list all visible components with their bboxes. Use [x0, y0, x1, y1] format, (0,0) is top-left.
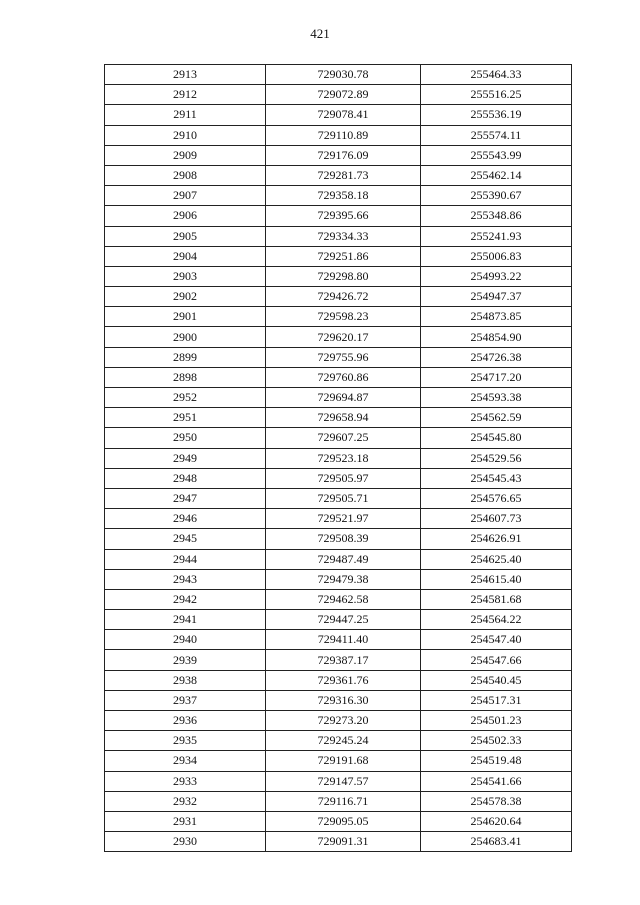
x-coordinate-cell: 729030.78: [266, 65, 421, 85]
y-coordinate-cell: 254620.64: [421, 811, 572, 831]
table-row: [105, 125, 572, 145]
x-coordinate-cell: 729505.71: [266, 488, 421, 508]
x-coordinate-cell: 729298.80: [266, 266, 421, 286]
table-row: [105, 610, 572, 630]
x-coordinate-cell: 729251.86: [266, 246, 421, 266]
y-coordinate-cell: 254502.33: [421, 731, 572, 751]
table-row: [105, 428, 572, 448]
y-coordinate-cell: 254873.85: [421, 307, 572, 327]
table-row: [105, 145, 572, 165]
table-row: [105, 65, 572, 85]
y-coordinate-cell: 254564.22: [421, 610, 572, 630]
table-row: [105, 811, 572, 831]
point-number-cell: 2908: [105, 165, 266, 185]
y-coordinate-cell: 255543.99: [421, 145, 572, 165]
x-coordinate-cell: 729316.30: [266, 690, 421, 710]
x-coordinate-cell: 729078.41: [266, 105, 421, 125]
table-row: [105, 690, 572, 710]
point-number-cell: 2950: [105, 428, 266, 448]
x-coordinate-cell: 729760.86: [266, 367, 421, 387]
y-coordinate-cell: 255390.67: [421, 186, 572, 206]
x-coordinate-cell: 729334.33: [266, 226, 421, 246]
table-row: [105, 731, 572, 751]
x-coordinate-cell: 729095.05: [266, 811, 421, 831]
x-coordinate-cell: 729176.09: [266, 145, 421, 165]
y-coordinate-cell: 254501.23: [421, 711, 572, 731]
point-number-cell: 2944: [105, 549, 266, 569]
table-row: [105, 287, 572, 307]
x-coordinate-cell: 729116.71: [266, 791, 421, 811]
y-coordinate-cell: 254993.22: [421, 266, 572, 286]
point-number-cell: 2906: [105, 206, 266, 226]
table-row: [105, 307, 572, 327]
x-coordinate-cell: 729147.57: [266, 771, 421, 791]
table-row: [105, 771, 572, 791]
y-coordinate-cell: 254547.40: [421, 630, 572, 650]
table-row: [105, 468, 572, 488]
point-number-cell: 2936: [105, 711, 266, 731]
x-coordinate-cell: 729521.97: [266, 509, 421, 529]
point-number-cell: 2900: [105, 327, 266, 347]
x-coordinate-cell: 729273.20: [266, 711, 421, 731]
table-row: [105, 347, 572, 367]
y-coordinate-cell: 255006.83: [421, 246, 572, 266]
y-coordinate-cell: 254683.41: [421, 832, 572, 852]
x-coordinate-cell: 729755.96: [266, 347, 421, 367]
point-number-cell: 2898: [105, 367, 266, 387]
point-number-cell: 2947: [105, 488, 266, 508]
point-number-cell: 2946: [105, 509, 266, 529]
x-coordinate-cell: 729395.66: [266, 206, 421, 226]
point-number-cell: 2933: [105, 771, 266, 791]
table-row: [105, 266, 572, 286]
x-coordinate-cell: 729620.17: [266, 327, 421, 347]
table-row: [105, 186, 572, 206]
table-row: [105, 650, 572, 670]
x-coordinate-cell: 729110.89: [266, 125, 421, 145]
x-coordinate-cell: 729245.24: [266, 731, 421, 751]
point-number-cell: 2945: [105, 529, 266, 549]
x-coordinate-cell: 729281.73: [266, 165, 421, 185]
y-coordinate-cell: 255516.25: [421, 85, 572, 105]
y-coordinate-cell: 254517.31: [421, 690, 572, 710]
point-number-cell: 2904: [105, 246, 266, 266]
point-number-cell: 2935: [105, 731, 266, 751]
point-number-cell: 2903: [105, 266, 266, 286]
y-coordinate-cell: 254519.48: [421, 751, 572, 771]
table-row: [105, 589, 572, 609]
point-number-cell: 2942: [105, 589, 266, 609]
x-coordinate-cell: 729447.25: [266, 610, 421, 630]
page-number: 421: [310, 26, 330, 41]
x-coordinate-cell: 729191.68: [266, 751, 421, 771]
y-coordinate-cell: 254576.65: [421, 488, 572, 508]
x-coordinate-cell: 729091.31: [266, 832, 421, 852]
x-coordinate-cell: 729358.18: [266, 186, 421, 206]
table-row: [105, 246, 572, 266]
point-number-cell: 2937: [105, 690, 266, 710]
x-coordinate-cell: 729694.87: [266, 388, 421, 408]
point-number-cell: 2934: [105, 751, 266, 771]
point-number-cell: 2911: [105, 105, 266, 125]
x-coordinate-cell: 729508.39: [266, 529, 421, 549]
point-number-cell: 2907: [105, 186, 266, 206]
y-coordinate-cell: 254854.90: [421, 327, 572, 347]
table-row: [105, 226, 572, 246]
point-number-cell: 2910: [105, 125, 266, 145]
table-row: [105, 408, 572, 428]
y-coordinate-cell: 255574.11: [421, 125, 572, 145]
x-coordinate-cell: 729462.58: [266, 589, 421, 609]
point-number-cell: 2902: [105, 287, 266, 307]
y-coordinate-cell: 254547.66: [421, 650, 572, 670]
y-coordinate-cell: 254626.91: [421, 529, 572, 549]
point-number-cell: 2899: [105, 347, 266, 367]
table-row: [105, 791, 572, 811]
x-coordinate-cell: 729487.49: [266, 549, 421, 569]
table-row: [105, 569, 572, 589]
coordinates-table-body: [105, 65, 572, 852]
point-number-cell: 2940: [105, 630, 266, 650]
table-row: [105, 105, 572, 125]
point-number-cell: 2901: [105, 307, 266, 327]
y-coordinate-cell: 254541.66: [421, 771, 572, 791]
table-row: [105, 509, 572, 529]
point-number-cell: 2949: [105, 448, 266, 468]
point-number-cell: 2930: [105, 832, 266, 852]
x-coordinate-cell: 729387.17: [266, 650, 421, 670]
y-coordinate-cell: 254607.73: [421, 509, 572, 529]
y-coordinate-cell: 254540.45: [421, 670, 572, 690]
x-coordinate-cell: 729361.76: [266, 670, 421, 690]
table-row: [105, 165, 572, 185]
y-coordinate-cell: 254947.37: [421, 287, 572, 307]
point-number-cell: 2938: [105, 670, 266, 690]
point-number-cell: 2943: [105, 569, 266, 589]
table-row: [105, 448, 572, 468]
x-coordinate-cell: 729505.97: [266, 468, 421, 488]
y-coordinate-cell: 254578.38: [421, 791, 572, 811]
x-coordinate-cell: 729598.23: [266, 307, 421, 327]
table-row: [105, 711, 572, 731]
x-coordinate-cell: 729411.40: [266, 630, 421, 650]
table-row: [105, 751, 572, 771]
y-coordinate-cell: 254562.59: [421, 408, 572, 428]
x-coordinate-cell: 729072.89: [266, 85, 421, 105]
point-number-cell: 2913: [105, 65, 266, 85]
y-coordinate-cell: 254615.40: [421, 569, 572, 589]
point-number-cell: 2912: [105, 85, 266, 105]
x-coordinate-cell: 729426.72: [266, 287, 421, 307]
point-number-cell: 2931: [105, 811, 266, 831]
point-number-cell: 2909: [105, 145, 266, 165]
y-coordinate-cell: 255348.86: [421, 206, 572, 226]
point-number-cell: 2951: [105, 408, 266, 428]
y-coordinate-cell: 254593.38: [421, 388, 572, 408]
y-coordinate-cell: 255462.14: [421, 165, 572, 185]
table-row: [105, 549, 572, 569]
y-coordinate-cell: 255241.93: [421, 226, 572, 246]
y-coordinate-cell: 254726.38: [421, 347, 572, 367]
x-coordinate-cell: 729523.18: [266, 448, 421, 468]
x-coordinate-cell: 729658.94: [266, 408, 421, 428]
y-coordinate-cell: 255464.33: [421, 65, 572, 85]
y-coordinate-cell: 255536.19: [421, 105, 572, 125]
y-coordinate-cell: 254545.43: [421, 468, 572, 488]
table-row: [105, 327, 572, 347]
point-number-cell: 2939: [105, 650, 266, 670]
point-number-cell: 2932: [105, 791, 266, 811]
point-number-cell: 2948: [105, 468, 266, 488]
table-row: [105, 529, 572, 549]
y-coordinate-cell: 254625.40: [421, 549, 572, 569]
table-row: [105, 670, 572, 690]
point-number-cell: 2952: [105, 388, 266, 408]
y-coordinate-cell: 254529.56: [421, 448, 572, 468]
table-row: [105, 630, 572, 650]
x-coordinate-cell: 729479.38: [266, 569, 421, 589]
table-row: [105, 488, 572, 508]
point-number-cell: 2905: [105, 226, 266, 246]
table-row: [105, 388, 572, 408]
table-row: [105, 832, 572, 852]
y-coordinate-cell: 254545.80: [421, 428, 572, 448]
point-number-cell: 2941: [105, 610, 266, 630]
y-coordinate-cell: 254717.20: [421, 367, 572, 387]
x-coordinate-cell: 729607.25: [266, 428, 421, 448]
table-row: [105, 206, 572, 226]
table-row: [105, 367, 572, 387]
y-coordinate-cell: 254581.68: [421, 589, 572, 609]
coordinates-table: [104, 64, 572, 852]
table-row: [105, 85, 572, 105]
